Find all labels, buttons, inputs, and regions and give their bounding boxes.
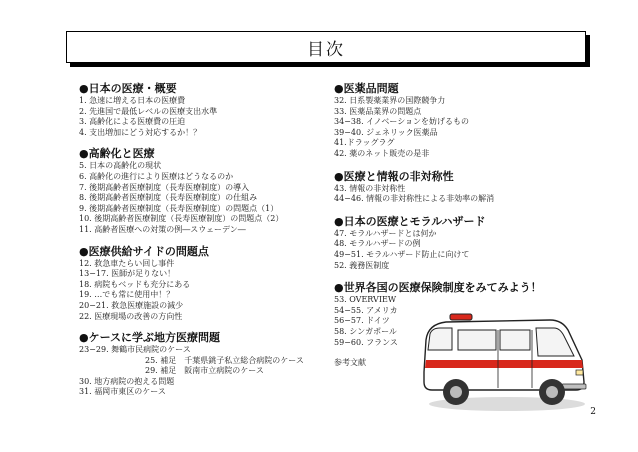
toc-entry[interactable]: 9. 後期高齢者医療制度（長寿医療制度）の問題点（1） — [79, 203, 279, 213]
toc-entry[interactable]: 58. シンガポール — [334, 326, 397, 336]
toc-entry[interactable]: 10. 後期高齢者医療制度（長寿医療制度）の問題点（2） — [79, 214, 284, 224]
toc-entry[interactable]: 49−51. モラルハザード防止に向けて — [334, 249, 470, 259]
toc-entry[interactable]: 39−40. ジェネリック医薬品 — [334, 127, 438, 137]
toc-section — [334, 82, 594, 160]
toc-entry[interactable]: 47. モラルハザードとは何か — [334, 228, 437, 238]
toc-entry[interactable]: 12. 救急車たらい回し事件 — [79, 258, 175, 268]
toc-entry[interactable]: 31. 福岡市東区のケース — [79, 387, 166, 397]
toc-entry[interactable]: 34−38. イノベーションを妨げるもの — [334, 117, 470, 127]
toc-entry[interactable]: 54−55. アメリカ — [334, 305, 398, 315]
toc-entry[interactable]: 22. 医療現場の改善の方向性 — [79, 311, 183, 321]
toc-entry[interactable]: 7. 後期高齢者医療制度（長寿医療制度）の導入 — [79, 182, 250, 192]
section-heading[interactable]: ●高齢化と医療 — [79, 147, 155, 161]
toc-section — [334, 215, 594, 271]
toc-section — [79, 82, 339, 138]
toc-entry[interactable]: 20−21. 救急医療施設の減少 — [79, 300, 184, 310]
toc-entry[interactable]: 23−29. 舞鶴市民病院のケース — [79, 345, 191, 355]
toc-entry[interactable]: 18. 病院もベッドも充分にある — [79, 279, 191, 289]
toc-entry[interactable]: 25. 補足 千葉県銚子私立総合病院のケース — [145, 355, 304, 365]
toc-entry[interactable]: 19. …でも常に使用中！？ — [79, 290, 175, 300]
section-heading[interactable]: ●日本の医療・概要 — [79, 82, 177, 95]
toc-entry[interactable]: 30. 地方病院の抱える問題 — [79, 376, 175, 386]
section-heading[interactable]: ●日本の医療とモラルハザード — [334, 214, 486, 228]
page-number: 2 — [590, 407, 596, 417]
section-heading[interactable]: ●医療供給サイドの問題点 — [79, 244, 209, 258]
section-heading[interactable]: ●医薬品問題 — [334, 82, 399, 95]
toc-section — [334, 170, 594, 205]
toc-left-column — [79, 82, 339, 398]
references-entry[interactable]: 参考文献 — [334, 358, 366, 368]
toc-entry[interactable]: 33. 医薬品業界の問題点 — [334, 106, 422, 116]
section-heading[interactable]: ●世界各国の医療保険制度をみてみよう！ — [334, 281, 542, 295]
toc-entry[interactable]: 44−46. 情報の非対称性による非効率の解消 — [334, 194, 495, 204]
toc-entry[interactable]: 4. 支出増加にどう対応するか！？ — [79, 127, 202, 137]
toc-title-box — [66, 31, 586, 63]
toc-section — [79, 147, 339, 235]
toc-entry[interactable]: 52. 義務医制度 — [334, 260, 390, 270]
toc-entry[interactable]: 8. 後期高齢者医療制度（長寿医療制度）の仕組み — [79, 193, 258, 203]
toc-entry[interactable]: 32. 日系製薬業界の国際競争力 — [334, 96, 446, 105]
toc-entry[interactable]: 56−57. ドイツ — [334, 316, 390, 326]
toc-entry[interactable]: 2. 先進国で最低レベルの医療支出水準 — [79, 106, 218, 116]
toc-entry[interactable]: 53. OVERVIEW — [334, 295, 397, 305]
toc-entry[interactable]: 6. 高齢化の進行により医療はどうなるのか — [79, 171, 234, 181]
page-title: 目次 — [307, 39, 345, 60]
toc-entry[interactable]: 59−60. フランス — [334, 337, 398, 347]
toc-entry[interactable]: 3. 高齢化による医療費の圧迫 — [79, 117, 186, 127]
toc-entry[interactable]: 13−17. 医師が足りない！ — [79, 269, 176, 279]
toc-entry[interactable]: 29. 補足 阪南市立病院のケース — [145, 366, 264, 376]
toc-entry[interactable]: 5. 日本の高齢化の現状 — [79, 161, 162, 171]
toc-entry[interactable]: 42. 薬のネット販売の是非 — [334, 148, 430, 158]
toc-section — [79, 331, 339, 398]
toc-section — [79, 245, 339, 323]
ambulance-icon — [412, 300, 592, 415]
toc-entry[interactable]: 11. 高齢者医療への対策の例―スウェーデン― — [79, 224, 246, 234]
toc-entry[interactable]: 43. 情報の非対称性 — [334, 183, 406, 193]
toc-entry[interactable]: 48. モラルハザードの例 — [334, 239, 421, 249]
section-heading[interactable]: ●ケースに学ぶ地方医療問題 — [79, 331, 221, 345]
toc-entry[interactable]: 41.ドラッグラグ — [334, 138, 395, 148]
toc-entry[interactable]: 1. 急速に増える日本の医療費 — [79, 96, 186, 105]
section-heading[interactable]: ●医療と情報の非対称性 — [334, 169, 454, 183]
